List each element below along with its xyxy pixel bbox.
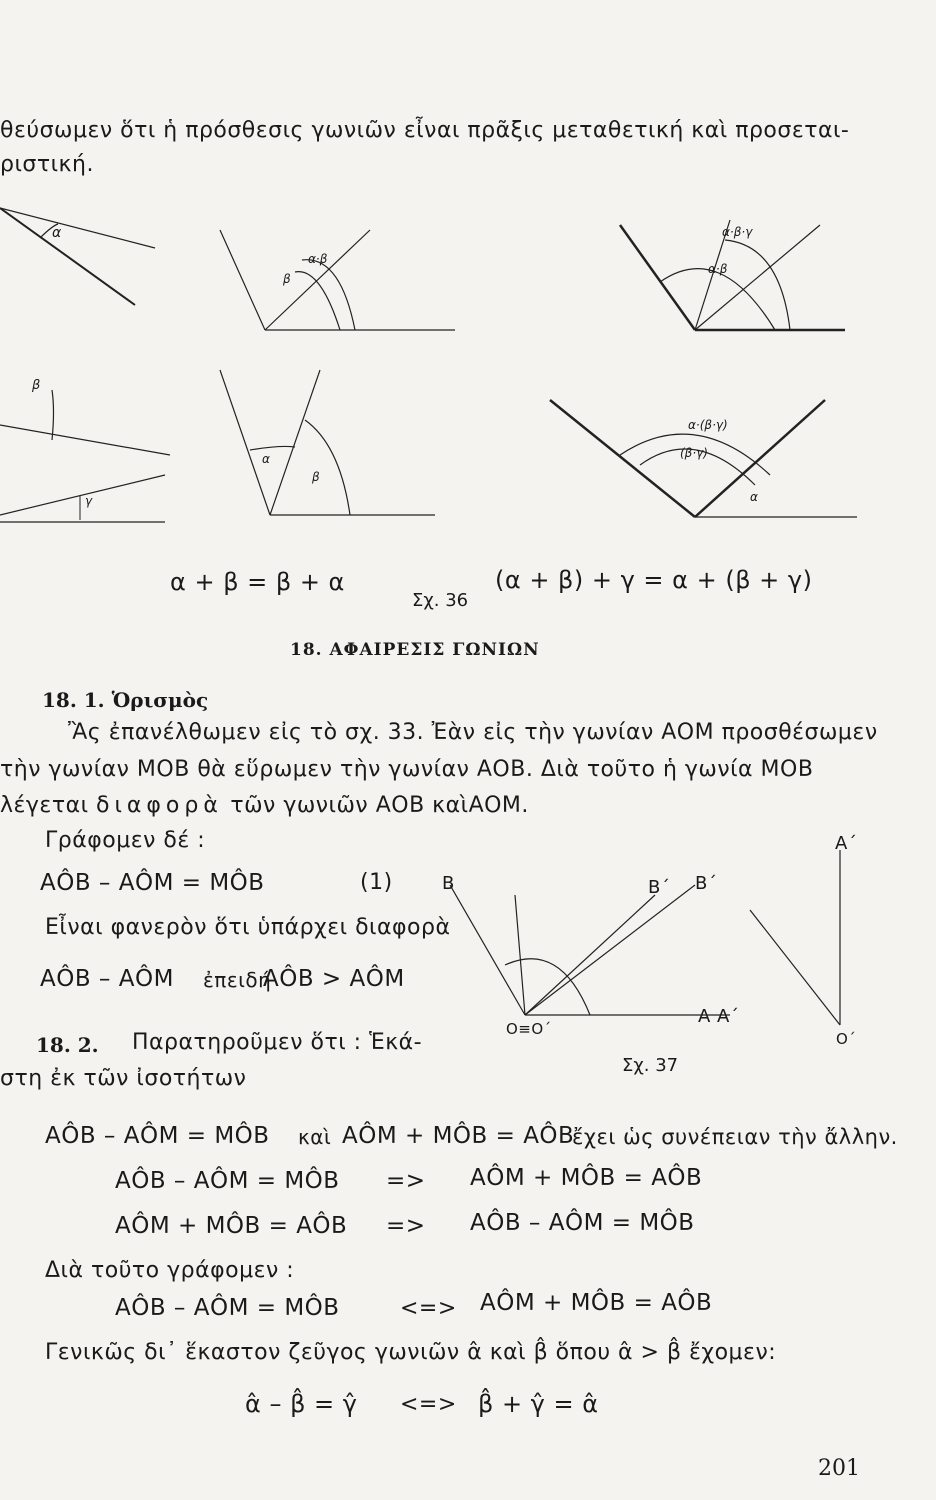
s182-final-arrow: <=> [400,1392,457,1417]
s181-p3-spaced: διαφορὰ [96,793,223,818]
s181-p3-pre: λέγεται [0,793,89,818]
fig36-alpha2-label: α [262,452,270,466]
s182-line1-kai: καὶ [298,1125,332,1149]
fig37-label-B-prime-1: Β΄ [648,877,671,898]
fig36-alpha-label: α [52,225,62,241]
fig37-drawing [440,840,860,1040]
subsection-18-2-title: 18. 2. [36,1033,99,1057]
fig36-bg-label: (β·γ) [680,446,708,460]
fig37-label-B: Β [442,873,455,894]
fig36-top-left [0,190,160,320]
fig37-label-A-prime: Α΄ [835,833,858,854]
s182-final-right: β̂ + γ̂ = α̂ [478,1390,599,1418]
s181-paragraph-line-3 [0,793,529,818]
s182-imp1-arrow: => [386,1168,426,1194]
intro-line-1: θεύσωμεν ὅτι ἡ πρόσθεσις γωνιῶν εἶναι πρᾶξις μεταθετική καὶ προσεται- [0,118,850,143]
s182-final-left: α̂ – β̂ = γ̂ [245,1390,358,1418]
fig36-ab2-label: α·β [708,262,728,276]
fig37-label-A-A-prime: Α Α΄ [698,1006,740,1027]
s182-imp1-left: ΑÔΒ – ΑÔΜ = ΜÔΒ [115,1168,340,1194]
s182-imp2-right: ΑÔΒ – ΑÔΜ = ΜÔΒ [470,1210,695,1236]
s181-obvious: Εἶναι φανερὸν ὅτι ὑπάρχει διαφορὰ [45,915,451,940]
s181-p3-post: τῶν γωνιῶν ΑΟΒ καὶΑΟΜ. [230,793,529,818]
s181-eq1-number: (1) [360,870,393,895]
fig37-caption: Σχ. 37 [622,1055,679,1076]
fig36-eq-left: α + β = β + α [170,568,345,596]
fig36-caption: Σχ. 36 [412,590,469,611]
fig36-top-middle [210,215,460,340]
s181-grafomen: Γράφομεν δέ : [45,828,206,853]
s181-eq1: ΑÔΒ – ΑÔΜ = ΜÔΒ [40,870,265,896]
s182-eqv-left: ΑÔΒ – ΑÔΜ = ΜÔΒ [115,1295,340,1321]
s182-line1-b: ΑÔΜ + ΜÔΒ = ΑÔΒ [342,1123,575,1149]
s182-imp2-left: ΑÔΜ + ΜÔΒ = ΑÔΒ [115,1213,348,1239]
fig36-beta2-label: β [32,378,41,393]
s182-line1-c: ἔχει ὡς συνέπειαν τὴν ἄλλην. [572,1125,898,1149]
s181-paragraph-line-2: τὴν γωνίαν ΜΟΒ θὰ εὕρωμεν τὴν γωνίαν ΑΟΒ. Διὰ τοῦτο ἡ γωνία ΜΟΒ [0,757,814,782]
s182-therefore: Διὰ τοῦτο γράφομεν : [45,1258,295,1283]
intro-line-2: ριστική. [0,152,94,177]
fig36-gamma-label: γ [85,494,93,508]
fig37-label-O: Ο≡Ο΄ [506,1020,552,1038]
fig36-abg2-label: α·(β·γ) [688,418,728,432]
s182-line1-a: ΑÔΒ – ΑÔΜ = ΜÔΒ [45,1123,270,1149]
page-number: 201 [818,1456,860,1481]
fig36-ab-label: α·β [308,252,328,266]
s182-lead-2: στη ἐκ τῶν ἰσοτήτων [0,1066,247,1091]
s182-imp1-right: ΑÔΜ + ΜÔΒ = ΑÔΒ [470,1165,703,1191]
fig36-eq-right: (α + β) + γ = α + (β + γ) [495,566,813,594]
fig36-beta3-label: β [312,470,320,484]
s182-general: Γενικῶς δι᾿ ἕκαστον ζεῦγος γωνιῶν α̂ καὶ β̂ ὅπου α̂ > β̂ ἔχομεν: [45,1340,777,1365]
fig36-beta-label: β [283,272,291,286]
fig37-label-B-prime-2: Β΄ [695,873,718,894]
subsection-18-1-title: 18. 1. Ὁρισμὸς [42,688,209,712]
s182-eqv-right: ΑÔΜ + ΜÔΒ = ΑÔΒ [480,1290,713,1316]
fig37-label-O-prime: Ο΄ [836,1030,857,1048]
s181-eq2-left: ΑÔΒ – ΑÔΜ [40,966,174,992]
fig36-abg-label: α·β·γ [722,225,753,239]
fig36-a2-label: α [750,490,758,504]
s181-eq2-right: ΑÔΒ > ΑÔΜ [263,966,405,992]
s182-eqv-arrow: <=> [400,1296,457,1321]
s181-eq2-word: ἐπειδή [203,968,272,992]
s182-imp2-arrow: => [386,1213,426,1239]
s182-lead: Παρατηροῦμεν ὅτι : Ἑκά- [132,1030,423,1055]
fig36-bottom-middle [210,365,440,525]
s181-paragraph-line-1: Ἂς ἐπανέλθωμεν εἰς τὸ σχ. 33. Ἐὰν εἰς τὴν γωνίαν ΑΟΜ προσθέσωμεν [68,720,878,745]
section-heading: 18. ΑΦΑΙΡΕΣΙΣ ΓΩΝΙΩΝ [290,640,540,660]
